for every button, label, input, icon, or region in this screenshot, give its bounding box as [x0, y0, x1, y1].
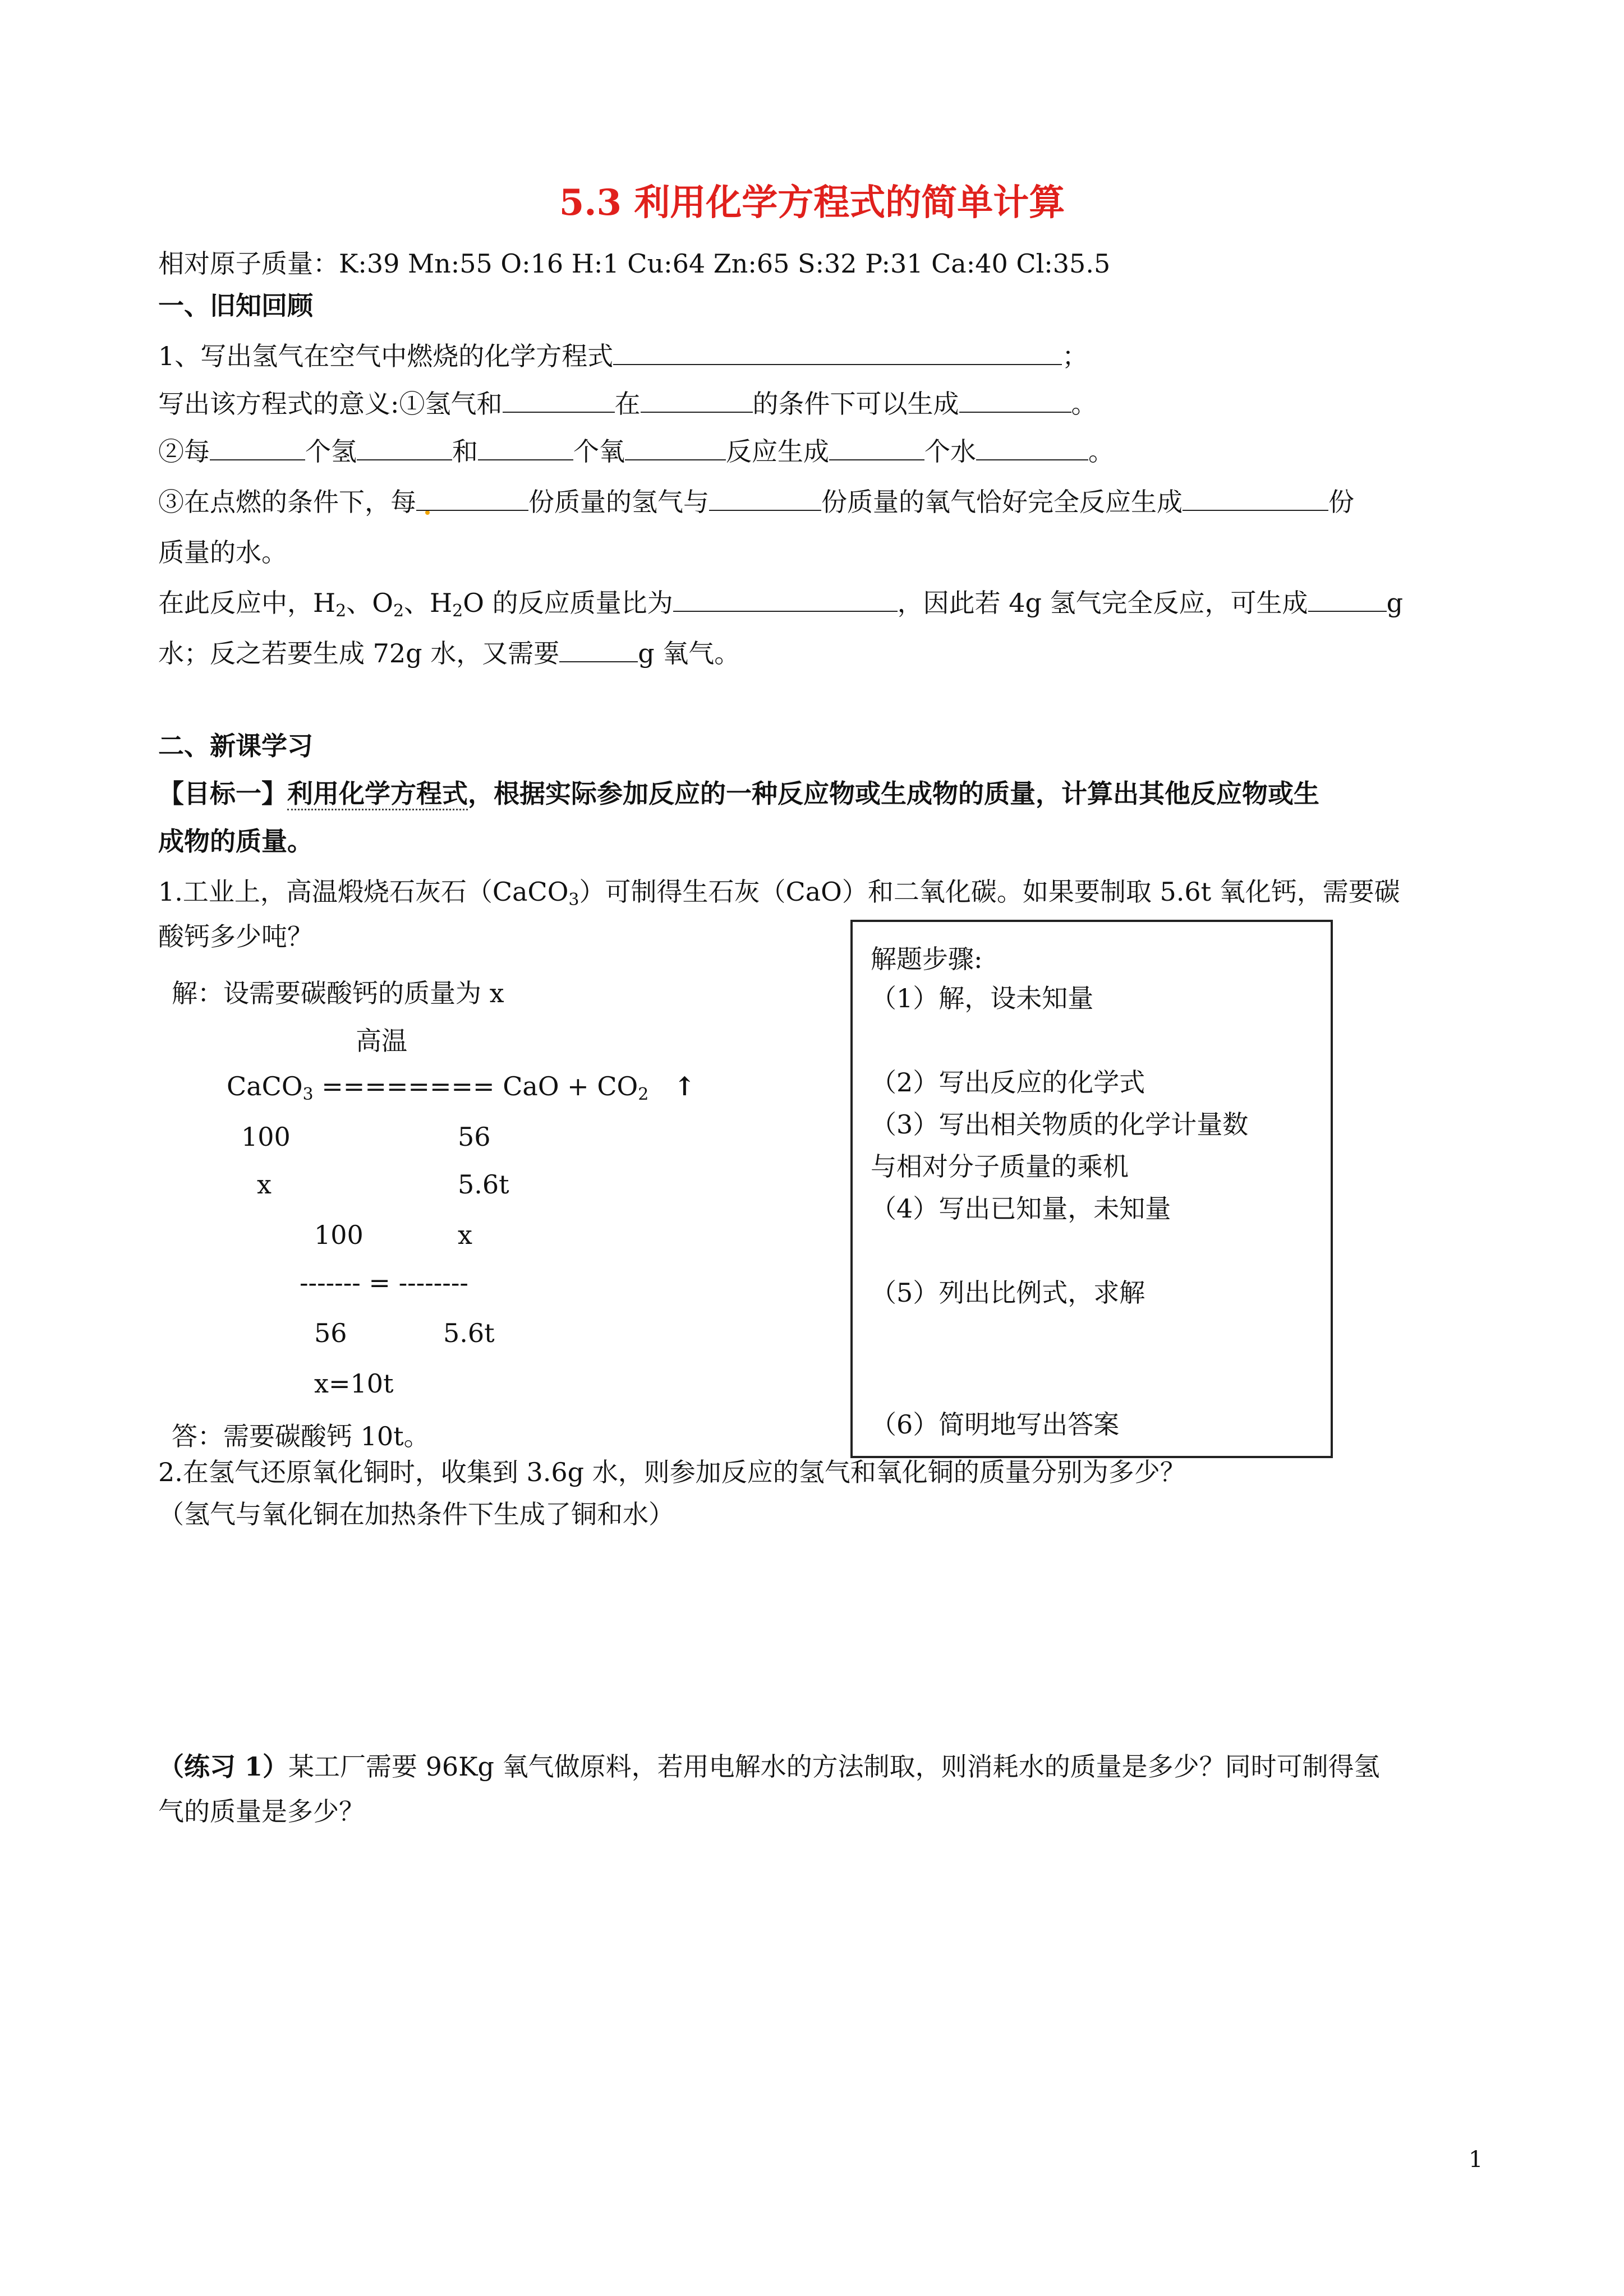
- ratio-denominator-right: 5.6t: [443, 1318, 495, 1348]
- answer-blank[interactable]: [416, 487, 528, 511]
- answer-blank[interactable]: [641, 389, 753, 413]
- up-arrow-icon: ↑: [673, 1071, 696, 1101]
- exercise1-line2: 气的质量是多少？: [158, 1796, 365, 1827]
- exercise1-line1: （练习 1）某工厂需要 96Kg 氧气做原料，若用电解水的方法制取，则消耗水的质量是多少？同时可制得氢: [158, 1751, 1380, 1782]
- q1-line-g: 水；反之若要生成 72g 水，又需要 g 氧气。: [158, 638, 740, 668]
- answer-blank[interactable]: [625, 437, 726, 460]
- answer-blank[interactable]: [478, 437, 573, 460]
- step-5: （5）列出比例式，求解: [871, 1278, 1145, 1308]
- mass-cao: 56: [458, 1122, 491, 1152]
- q1-line-d: ③在点燃的条件下，每 份质量的氢气与 份质量的氧气恰好完全反应生成 份: [158, 487, 1354, 517]
- answer-blank[interactable]: [613, 342, 1062, 365]
- problem2-line1: 2.在氢气还原氧化铜时，收集到 3.6g 水，则参加反应的氢气和氧化铜的质量分别为多少？: [158, 1457, 1186, 1487]
- solution-setup: 解：设需要碳酸钙的质量为 x: [172, 978, 504, 1008]
- step-1: （1）解，设未知量: [871, 983, 1094, 1013]
- section1-heading: 一、旧知回顾: [158, 291, 313, 321]
- page-number: 1: [1469, 2147, 1483, 2173]
- answer-blank[interactable]: [976, 437, 1088, 460]
- q1-line-c: ②每 个氢 和 个氧 反应生成 个水 。: [158, 436, 1114, 467]
- goal-one-line1: 【目标一】利用化学方程式，根据实际参加反应的一种反应物或生成物的质量，计算出其他反应物或生: [158, 777, 1319, 810]
- ratio-numerator-right: x: [458, 1220, 472, 1250]
- problem1-line1: 1.工业上，高温煅烧石灰石（CaCO$_3$）可制得生石灰（CaO）和二氧化碳。如果要制取 5.6t 氧化钙，需要碳: [158, 877, 1400, 910]
- goal-one-line2: 成物的质量。: [158, 826, 313, 856]
- step-3a: （3）写出相关物质的化学计量数: [871, 1109, 1249, 1140]
- problem1-line2: 酸钙多少吨？: [158, 921, 313, 952]
- answer-blank[interactable]: [673, 588, 898, 612]
- section2-heading: 二、新课学习: [158, 731, 313, 761]
- answer-blank[interactable]: [959, 389, 1071, 413]
- q1-line-f: 在此反应中，$H_2$、$O_2$、$H_2O$ 的反应质量比为 ，因此若 4g 氢气完全反应，可生成 g: [158, 588, 1404, 621]
- answer-blank[interactable]: [503, 389, 615, 413]
- step-4: （4）写出已知量，未知量: [871, 1193, 1171, 1224]
- step-2: （2）写出反应的化学式: [871, 1067, 1145, 1098]
- step-3b: 与相对分子质量的乘机: [871, 1151, 1129, 1182]
- ratio-denominator-left: 56: [314, 1318, 347, 1348]
- reaction-equation: CaCO$_3$ ======== CaO + $CO_2$ ↑: [227, 1071, 696, 1104]
- reaction-condition: 高温: [356, 1026, 407, 1056]
- mass-caco3: 100: [241, 1122, 291, 1152]
- known-mass: 5.6t: [458, 1169, 509, 1200]
- answer-blank[interactable]: [1308, 588, 1387, 612]
- answer-blank[interactable]: [357, 437, 452, 460]
- result: x=10t: [314, 1368, 394, 1399]
- answer-blank[interactable]: [1183, 487, 1328, 511]
- problem2-line2: （氢气与氧化铜在加热条件下生成了铜和水）: [158, 1499, 674, 1529]
- answer-blank[interactable]: [210, 437, 305, 460]
- page-title: 5.3 利用化学方程式的简单计算: [559, 182, 1065, 224]
- q1-line-a: 1、写出氢气在空气中燃烧的化学方程式 ；: [158, 341, 1088, 371]
- steps-heading: 解题步骤:: [871, 944, 983, 974]
- unknown-x: x: [257, 1169, 272, 1200]
- ratio-divider: ------- = --------: [300, 1267, 468, 1298]
- q1-line-e: 质量的水。: [158, 537, 287, 568]
- answer-blank[interactable]: [709, 487, 821, 511]
- answer: 答：需要碳酸钙 10t。: [172, 1421, 430, 1451]
- q1-line-b: 写出该方程式的意义:①氢气和 在 的条件下可以生成 。: [158, 389, 1097, 419]
- answer-blank[interactable]: [559, 639, 638, 662]
- atomic-masses: 相对原子质量：K:39 Mn:55 O:16 H:1 Cu:64 Zn:65 S:32 P:31 Ca:40 Cl:35.5: [158, 248, 1111, 279]
- answer-blank[interactable]: [829, 437, 924, 460]
- step-6: （6）简明地写出答案: [871, 1409, 1120, 1440]
- solution-steps-box: [850, 920, 1333, 1458]
- ratio-numerator-left: 100: [314, 1220, 364, 1250]
